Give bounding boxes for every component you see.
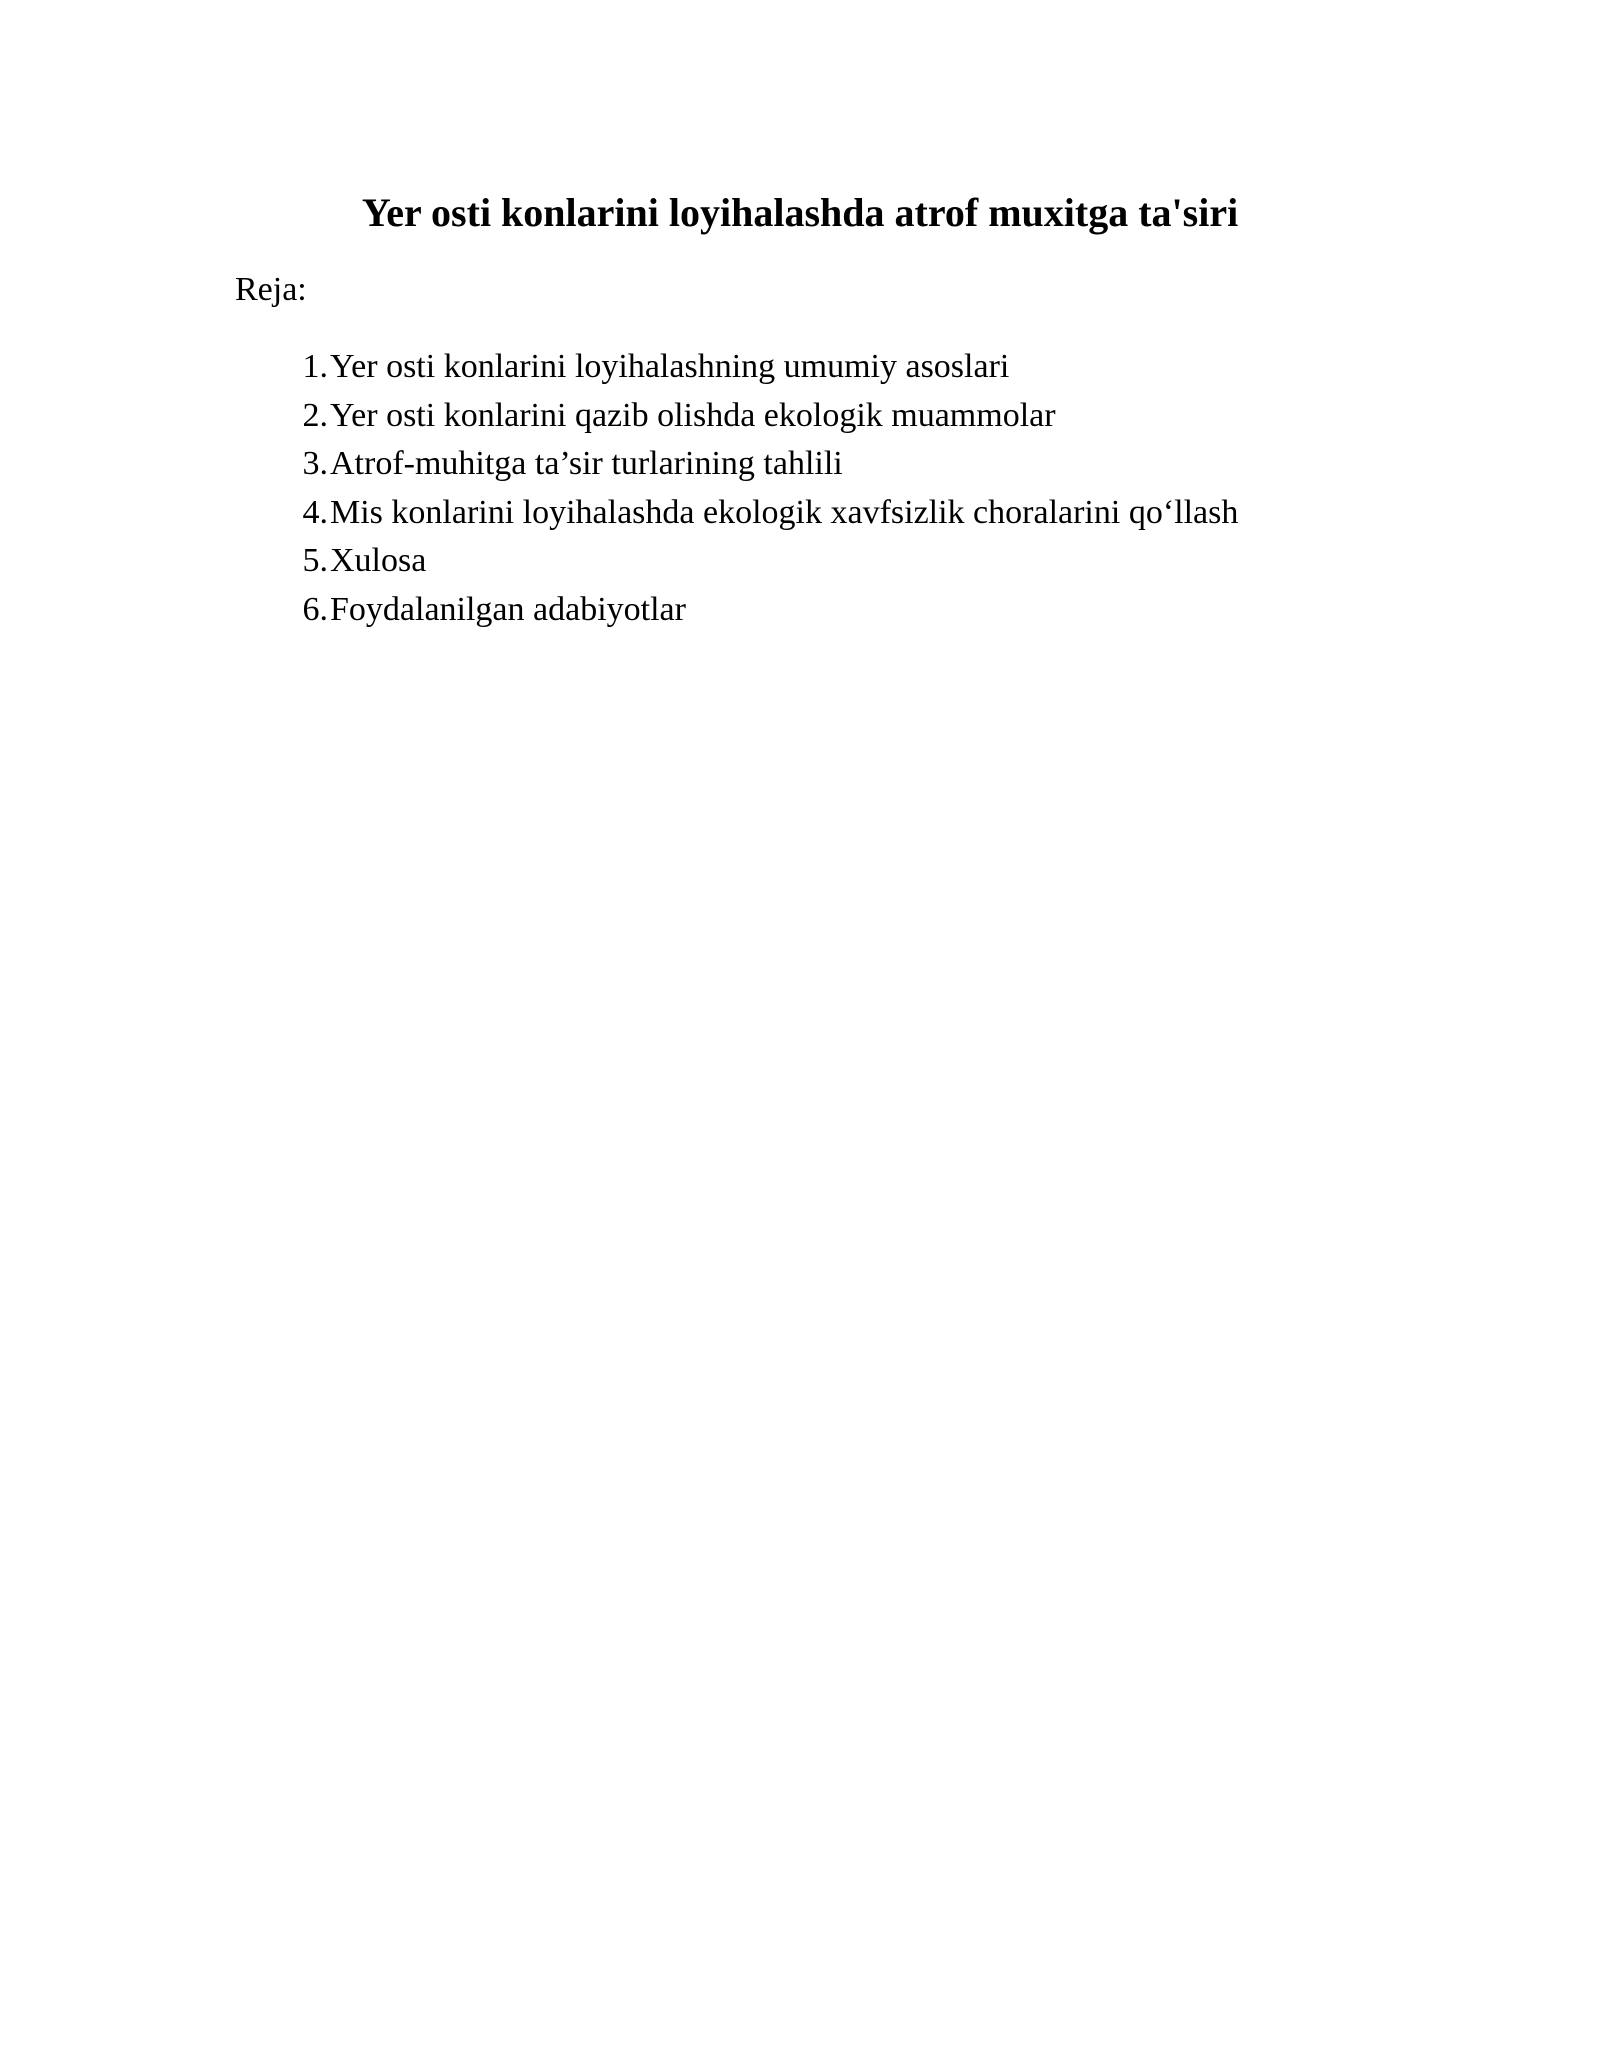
plan-item-number: 2.: [302, 396, 328, 434]
plan-item: [270, 343, 1010, 392]
plan-item-text: Xulosa: [330, 542, 427, 579]
plan-label: Reja:: [235, 271, 307, 308]
plan-list: [270, 343, 1239, 634]
plan-item-text: Mis konlarini loyihalashda ekologik xavfsizlik choralarini qo‘llash: [330, 493, 1239, 531]
plan-item: [270, 440, 843, 489]
document-title: Yer osti konlarini loyihalashda atrof muxitga ta'siri: [361, 190, 1239, 235]
plan-item-text: Foydalanilgan adabiyotlar: [330, 590, 686, 628]
plan-item-number: 3.: [302, 445, 328, 482]
plan-item: [270, 537, 427, 586]
plan-item: [270, 392, 1056, 441]
plan-item: [270, 586, 686, 635]
plan-item-text: Yer osti konlarini qazib olishda ekologik muammolar: [330, 396, 1056, 434]
plan-item-text: Yer osti konlarini loyihalashning umumiy asoslari: [330, 348, 1010, 385]
plan-item-text: Atrof-muhitga ta’sir turlarining tahlili: [330, 445, 843, 482]
plan-item: [270, 489, 1239, 538]
plan-item-number: 5.: [302, 542, 328, 579]
plan-item-number: 6.: [302, 590, 328, 628]
plan-item-number: 4.: [302, 493, 328, 531]
plan-item-number: 1.: [302, 348, 328, 385]
